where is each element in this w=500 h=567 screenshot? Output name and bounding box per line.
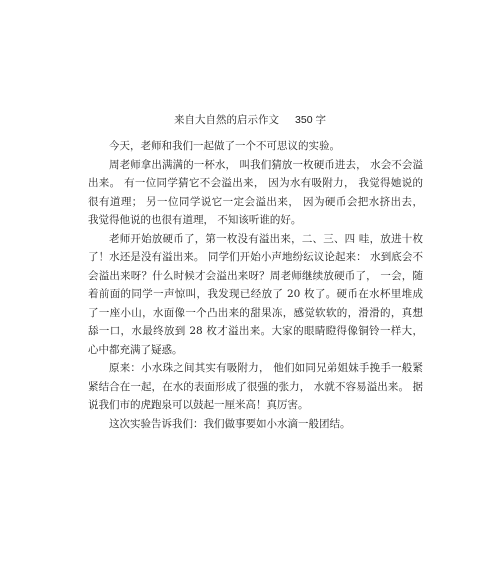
document-body <box>88 137 423 433</box>
paragraph-1: 今天，老师和我们一起做了一个不可思议的实验。 <box>109 140 340 152</box>
word-count: 350 字 <box>295 114 326 126</box>
paragraph-3: 老师开始放硬币了，第一枚没有溢出来，二、三、四 哇，放进十枚了！水还是没有溢出来。 同学们开始小声地纷纭议论起来： 水到底会不会溢出来呀？什么时候才会溢出来呀？周老师继续放硬币了， 一会，随着前面的同学一声惊叫，我发现已经放了 20 枚了。硬币在水杯里堆成了一座小山，水面像一个凸出来的甜果冻，感觉软软的，滑滑的，真想舔一口，水最终放到 28 枚才溢出来。大家的眼睛瞪得像铜铃一样大，心中都充满了疑惑。 <box>88 232 423 356</box>
paragraph-2: 周老师拿出满满的一杯水， 叫我们猜放一枚硬币进去， 水会不会溢出来。 有一位同学猜它不会溢出来， 因为水有吸附力， 我觉得她说的很有道理； 另一位同学说它一定会溢出来， 因为硬币会把水挤出去， 我觉得他说的也很有道理， 不知该听谁的好。 <box>88 158 423 226</box>
document-title: 来自大自然的启示作文 <box>174 114 280 126</box>
document-title-line <box>0 112 500 128</box>
paragraph-5: 这次实验告诉我们：我们做事要如小水滴一般团结。 <box>109 417 351 430</box>
paragraph-4: 原来：小水珠之间其实有吸附力， 他们如同兄弟姐妹手挽手一般紧紧结合在一起，在水的表面形成了很强的张力， 水就不容易溢出来。 据说我们市的虎跑泉可以鼓起一厘米高！真厉害。 <box>88 362 423 411</box>
